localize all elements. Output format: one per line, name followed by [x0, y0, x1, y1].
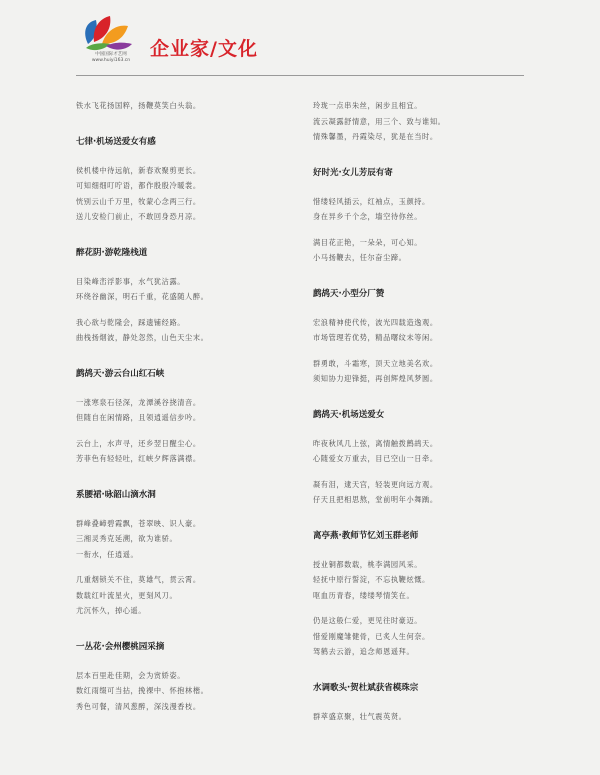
poem-gap	[76, 114, 286, 136]
poem-line: 三湘灵秀克延溯，欲为谁骄。	[76, 534, 178, 543]
poem-line: 凝有泪，逮天宫，轻装更向远方观。	[313, 479, 438, 489]
poem-line: 送儿安检门前止，不敢回身恐月凉。	[76, 212, 201, 221]
poem-gap	[313, 508, 523, 530]
poem-line: 环绕谷幽深，明石千重，花盛随人醉。	[76, 292, 209, 301]
poem-line: 数红雨缀可当拈，挽裸中、怀抱林楷。	[76, 686, 209, 695]
poem-line: 轻抚中原行誓淀，不忘执鞭炫慨。	[313, 575, 430, 584]
poem-line: 群勇敢，斗霜寒，顶天立地美名欢。	[313, 358, 438, 368]
page-header	[76, 14, 526, 76]
poem-line: 曲栈扬烟波，静处忽然，山色天尘末。	[76, 333, 209, 342]
poem-gap	[76, 346, 286, 368]
right-column	[313, 98, 523, 724]
stanza-gap	[313, 225, 523, 235]
poem-line: 目染峰峦浮影事，水气犹沾露。	[76, 276, 186, 286]
logo-caption-url: www.huiyi163.cn	[91, 58, 131, 63]
poem-gap	[76, 225, 286, 247]
poem-title: 鹧鸪天·机场送爱女	[313, 409, 385, 420]
poem-line: 满目花正艳，一朵朵，可心知。	[313, 237, 423, 247]
poem-line: 玲珑一点串朱丝，闲步且相宜。	[313, 101, 423, 110]
poem-title: 水调歌头·贺杜斌获省模珠宗	[313, 682, 419, 693]
poem-line: 我心欲与乾隆会，踩遗铺经路。	[76, 317, 186, 327]
logo-caption	[76, 52, 146, 64]
poem-title: 离亭燕·教师节忆刘玉群老师	[313, 530, 419, 541]
title-gap	[313, 422, 523, 436]
poem-title: 好时光·女儿芳辰有寄	[313, 167, 393, 178]
title-gap	[313, 695, 523, 709]
title-gap	[313, 180, 523, 194]
stanza-gap	[313, 603, 523, 613]
stanza-gap	[76, 426, 286, 436]
header-divider	[76, 75, 524, 76]
poem-title: 系腰裙·咏韶山滴水洞	[76, 489, 156, 500]
poem-line: 流云凝露舒情意，用三个、致与谁知。	[313, 116, 446, 126]
poem-line: 芳菲色有轻轻吐，红峡夕辉落满襟。	[76, 454, 201, 463]
title-gap	[313, 543, 523, 557]
poem-line: 恍别云山千万里，牧蒙心念两三行。	[76, 196, 201, 206]
poem-title: 鹧鸪天·小型分厂赞	[313, 288, 385, 299]
left-column	[76, 98, 286, 714]
logo-caption-name: 中国国际才艺网	[95, 52, 127, 57]
poem-line: 铁水飞花扬国粹，扬鞭莫笑白头翁。	[76, 101, 201, 110]
poem-line: 小马扬鞭去，任尔奋尘蹄。	[313, 253, 407, 262]
title-gap	[76, 381, 286, 395]
poem-line: 数载红叶流星火，更刻风刀。	[76, 590, 178, 600]
title-gap	[76, 149, 286, 163]
poem-line: 仔天且把相思熬，堂前明年小舞踽。	[313, 495, 438, 504]
poem-line: 秀色可餐，清风葱醉，深浅漫香枝。	[76, 701, 201, 711]
section-title: 企业家/文化	[150, 38, 258, 60]
poem-gap	[76, 467, 286, 489]
poem-line: 驾鹤去云游，追念师恩遥拜。	[313, 647, 415, 656]
stanza-gap	[313, 467, 523, 477]
poem-line: 但随自在闲情路，且领逍遥信步吟。	[76, 413, 201, 422]
poem-gap	[313, 145, 523, 167]
poem-line: 心随爱女万重去，目已空山一日牵。	[313, 454, 438, 463]
poem-gap	[313, 660, 523, 682]
poem-title: 七律·机场送爱女有感	[76, 136, 156, 147]
poem-line: 宏浪精神使代传，波光四载造逸观。	[313, 317, 438, 327]
poem-line: 一涨寒泉石径深，龙潭溪谷挠清音。	[76, 397, 201, 407]
poem-title: 醉花阴·游乾隆栈道	[76, 247, 148, 258]
poem-line: 群峰叠嶂碧霞飘，苍翠映、识人豪。	[76, 518, 201, 528]
poem-line: 几重烟锁关不住，莫雄气，贯云霄。	[76, 575, 201, 584]
poem-title: 鹧鸪天·游云台山红石峡	[76, 368, 165, 379]
stanza-gap	[313, 346, 523, 356]
poem-line: 须知协力迎锋挺，再创辉煌风梦圆。	[313, 374, 438, 383]
poem-line: 仍是这般仁爱，更见往时豪迈。	[313, 616, 423, 625]
poem-line: 惜缕轻风插云，红袖点，玉颜持。	[313, 196, 430, 206]
poem-line: 情殊馨墨，丹霞染尽，犹是在当时。	[313, 132, 438, 141]
poem-gap	[313, 387, 523, 409]
poem-line: 昨夜秋风几上弦，离情触拨鹧鸪天。	[313, 438, 438, 448]
poem-gap	[313, 266, 523, 288]
poem-line: 尤沉怀久，掉心遥。	[76, 606, 147, 615]
title-gap	[313, 301, 523, 315]
poem-line: 层本百里赴佳期，会为赏娇姿。	[76, 670, 186, 680]
title-gap	[76, 654, 286, 668]
poem-gap	[76, 619, 286, 641]
poem-line: 呕血历青春，缕缕琴情笑在。	[313, 590, 415, 600]
poem-line: 侯机楼中待远航，新春欢聚剪更长。	[76, 165, 201, 175]
poem-line: 云台上，水声寻，还乡翌日醒尘心。	[76, 438, 201, 448]
poem-line: 身在异乡千个念，墙空待你丝。	[313, 212, 423, 221]
poem-line: 群萃盛京聚，壮气震英贤。	[313, 711, 407, 721]
stanza-gap	[76, 305, 286, 315]
poem-line: 市场管理若优势，精品曙纹未等闲。	[313, 333, 438, 342]
poem-line: 一衔水，任逍遥。	[76, 549, 139, 559]
poem-line: 惜爱刚魔雏健骨，已炙人生何奈。	[313, 631, 430, 641]
title-gap	[76, 502, 286, 516]
poem-line: 授业铜都数载，桃李满园风采。	[313, 559, 423, 569]
poem-line: 可知细细叮咛语，都作殷殷冷暖裳。	[76, 181, 201, 190]
poem-title: 一丛花·会州樱桃园采摘	[76, 641, 165, 652]
title-gap	[76, 260, 286, 274]
stanza-gap	[76, 562, 286, 572]
